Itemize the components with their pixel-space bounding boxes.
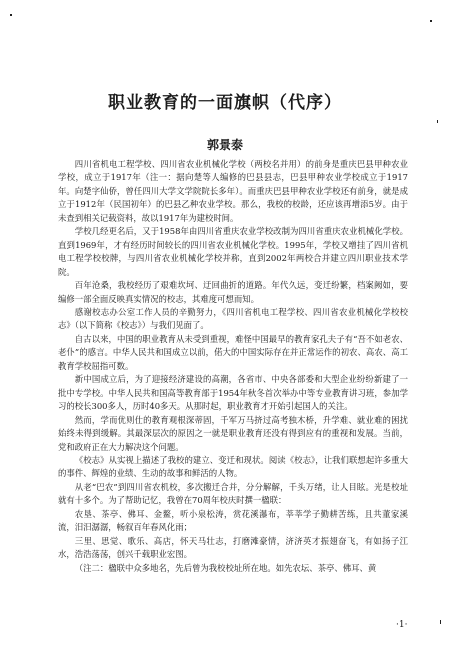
couplet-line: 农垦、茶亭、佛耳、金鳌，听小泉松涛，赏花溪瀑布，莘莘学子勤耕苦练，且共董家溪流，汨汨潺潺，畅叙百年春风化雨； xyxy=(58,508,408,533)
body-text xyxy=(58,158,408,575)
author-name: 郭景泰 xyxy=(206,138,243,152)
page-number: ·1· xyxy=(396,620,408,630)
scan-edge-mark xyxy=(437,120,438,123)
paragraph: 自古以来，中国的职业教育从未受到重视，难怪中国最早的教育家孔夫子有“吾不如老农、老仆”的感言。中华人民共和国成立以前，偌大的中国实际存在并正常运作的初农、高农、高工教育学校屈指可数。 xyxy=(58,333,408,371)
paragraph: 新中国成立后，为了迎接经济建设的高潮，各省市、中央各部委和大型企业纷纷新建了一批中专学校。中华人民共和国高等教育部于1954年秋冬首次举办中等专业教育讲习班，参加学习的校长300多人，历时40多天。从那时起，职业教育才开始引起国人的关注。 xyxy=(58,374,408,412)
paragraph: 四川省机电工程学校、四川省农业机械化学校（两校名并用）的前身是重庆巴县甲种农业学校，成立于1917年（注一：据向楚等人编修的巴县县志，巴县甲种农业学校成立于1917年。向楚字仙侨，曾任四川大学文学院院长多年）。而重庆巴县甲种农业学校还有前身，就是成立于1912年（民国初年）的巴县乙种农业学校。那么，我校的校龄，还应该再增添5岁。由于未查到相关记载资料，故以1917年为建校时间。 xyxy=(58,159,408,223)
paragraph: 从老“巴农”到四川省农机校，多次搬迁合并，分分解解，千头万绪，让人目眩。光是校址就有十多个。为了帮助记忆，我曾在70周年校庆时撰一楹联： xyxy=(58,481,408,506)
scan-edge-mark xyxy=(10,14,12,16)
paragraph: 然而，学而优则仕的教育观根深蒂固，千军万马挤过高考独木桥，升学难、就业难的困扰始终未得到缓解。其最深层次的原因之一就是职业教育还没有得到应有的重视和发展。当前，党和政府正在大力解决这个问题。 xyxy=(58,414,408,452)
paragraph: 感谢校志办公室工作人员的辛勤努力，《四川省机电工程学校、四川省农业机械化学校校志》（以下简称《校志》）与我们见面了。 xyxy=(58,306,408,331)
scan-edge-mark xyxy=(430,20,432,22)
scan-edge-mark xyxy=(440,620,441,624)
paragraph: 百年沧桑，我校经历了艰难坎坷、迂回曲折的道路。年代久远，变迁纷繁，档案阙如，要编修一部全面反映真实情况的校志，其难度可想而知。 xyxy=(58,280,408,304)
paragraph: （注二：楹联中众多地名，先后曾为我校校址所在地。如先农坛、茶亭、佛耳、黄 xyxy=(74,562,377,573)
couplet-line: 三里、思觉、歌乐、高店，怀天马壮志，打磨滩豪情，济济英才振翅奋飞，有如扬子江水，浩浩荡荡，创兴千载职业宏图。 xyxy=(58,535,408,560)
paragraph: 《校志》从实视上描述了我校的建立、变迁和现状。阅读《校志》，让我们联想起许多重大的事件、辉煌的业绩、生动的故事和鲜活的人物。 xyxy=(58,454,408,479)
paragraph: 学校几经更名后，又于1958年由四川省重庆农业学校改制为四川省重庆农业机械化学校。直到1969年，才有经历时间较长的四川省农业机械化学校。1995年，学校又增挂了四川省机电工程学校校牌，与四川省农业机械化学校并称，直到2002年两校合并建立四川职业技术学院。 xyxy=(58,226,408,277)
page-title: 职业教育的一面旗帜（代序） xyxy=(108,93,342,113)
